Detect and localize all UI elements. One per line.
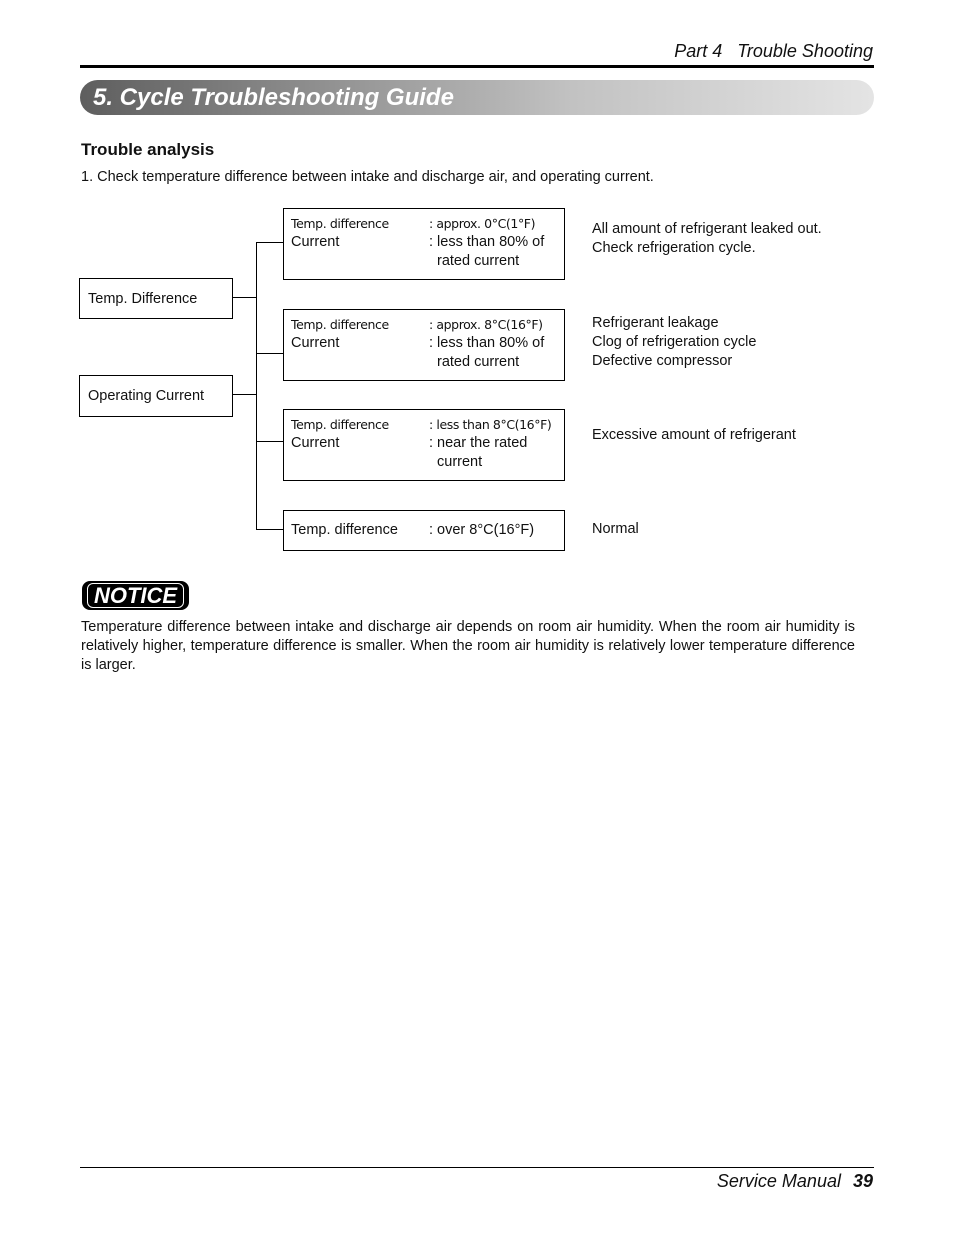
footer-rule — [80, 1167, 874, 1168]
header-section: Trouble Shooting — [737, 41, 873, 61]
running-header — [674, 41, 873, 62]
condition-box — [283, 208, 565, 280]
connector-line — [233, 297, 256, 298]
condition-temp-label: Temp. difference — [291, 417, 389, 432]
result-text — [592, 314, 756, 371]
header-rule — [80, 65, 874, 68]
intro-text: 1. Check temperature difference between intake and discharge air, and operating current. — [81, 169, 654, 185]
condition-temp-label: Temp. difference — [291, 522, 398, 538]
operating-current-label: Operating Current — [88, 388, 205, 404]
condition-current-cont: current — [437, 454, 483, 470]
condition-current-label: Current — [291, 234, 340, 250]
condition-temp-value: : approx. 8°C(16°F) — [429, 317, 543, 332]
connector-line — [233, 394, 256, 395]
page-number: 39 — [852, 1171, 873, 1191]
connector-branch — [256, 529, 284, 530]
connector-branch — [256, 441, 284, 442]
result-line: Normal — [592, 521, 639, 537]
condition-temp-value: : over 8°C(16°F) — [429, 522, 535, 538]
result-text — [592, 220, 822, 258]
condition-temp-label: Temp. difference — [291, 317, 389, 332]
temp-difference-label: Temp. Difference — [88, 290, 198, 307]
connector-branch — [256, 242, 284, 243]
result-line: Refrigerant leakage — [592, 315, 719, 331]
condition-temp-value: : less than 8°C(16°F) — [429, 417, 552, 432]
connector-trunk — [256, 242, 257, 530]
header-part: Part 4 — [674, 41, 723, 61]
result-text — [592, 426, 796, 445]
condition-current-cont: rated current — [437, 253, 520, 269]
trouble-analysis-heading: Trouble analysis — [81, 140, 215, 159]
condition-current-label: Current — [291, 335, 340, 351]
condition-temp-value: : approx. 0°C(1°F) — [429, 216, 536, 231]
condition-current-value: : less than 80% of — [429, 234, 545, 250]
condition-current-cont: rated current — [437, 354, 520, 370]
result-line: Clog of refrigeration cycle — [592, 334, 757, 350]
condition-box — [283, 409, 565, 481]
condition-box — [283, 510, 565, 551]
result-text — [592, 520, 639, 539]
condition-box — [283, 309, 565, 381]
connector-branch — [256, 353, 284, 354]
notice-text: Temperature difference between intake and discharge air depends on room air humidity. When the room air humidity is relatively higher, temperature difference is smaller. When the room air humidity is relatively lower temperature difference is larger. — [81, 619, 855, 673]
condition-current-value: : less than 80% of — [429, 335, 545, 351]
result-line: Check refrigeration cycle. — [592, 240, 756, 256]
condition-current-value: : near the rated — [429, 435, 528, 451]
result-line: Excessive amount of refrigerant — [592, 427, 796, 443]
condition-temp-label: Temp. difference — [291, 216, 389, 231]
result-line: Defective compressor — [592, 353, 733, 369]
notice-label: NOTICE — [87, 583, 184, 608]
operating-current-box — [79, 375, 233, 417]
temp-difference-box — [79, 278, 233, 319]
footer-label: Service Manual — [716, 1171, 841, 1191]
notice-badge — [82, 581, 189, 610]
footer — [717, 1171, 873, 1192]
result-line: All amount of refrigerant leaked out. — [592, 221, 822, 237]
condition-current-label: Current — [291, 435, 340, 451]
section-title: 5. Cycle Troubleshooting Guide — [93, 84, 454, 111]
